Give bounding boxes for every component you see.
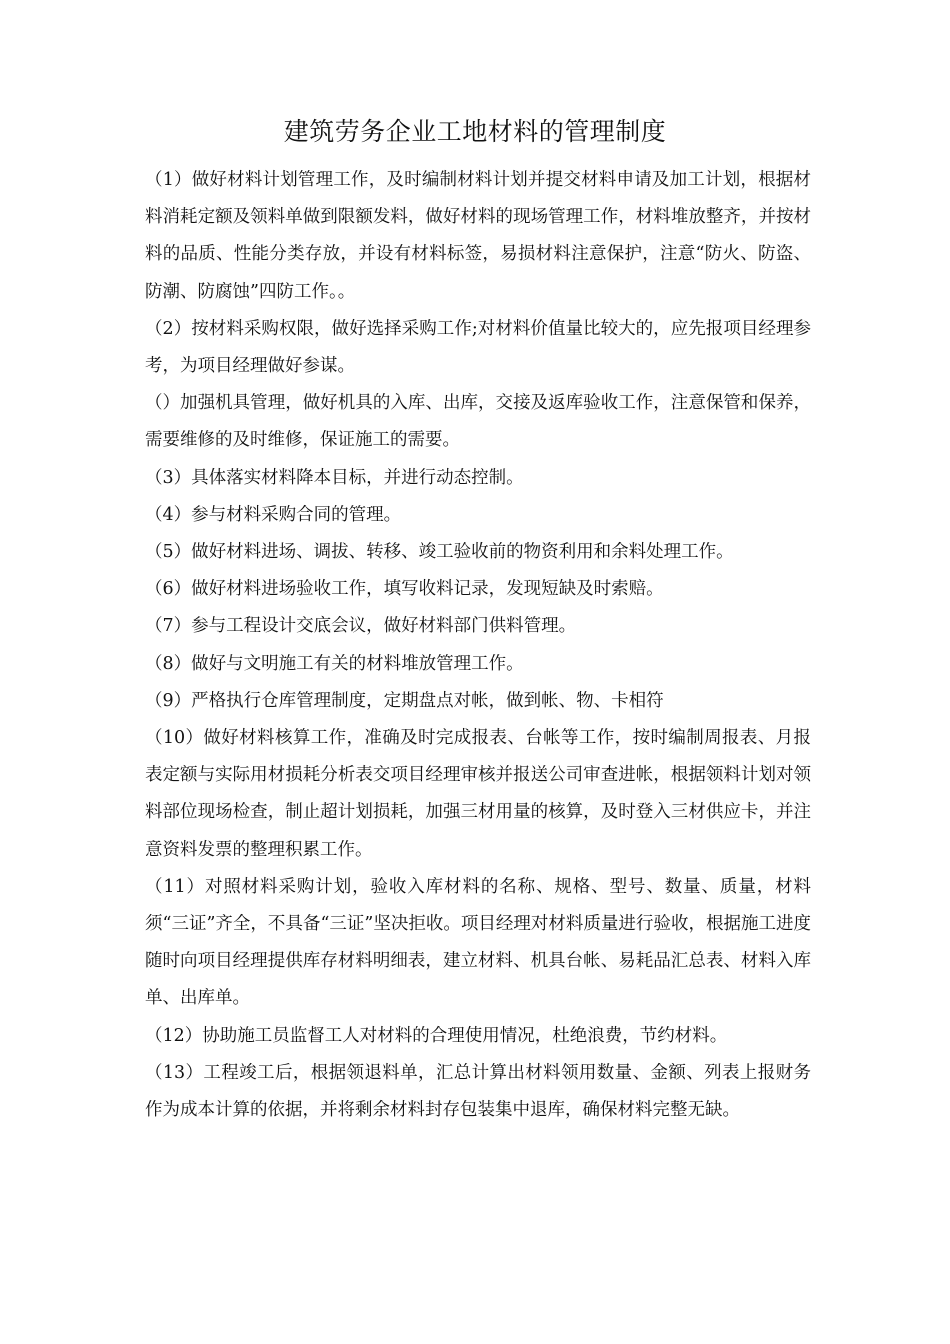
- document-title: 建筑劳务企业工地材料的管理制度: [283, 117, 667, 146]
- paragraph-5: （5）做好材料进场、调拔、转移、竣工验收前的物资利用和余料处理工作。: [145, 542, 734, 563]
- paragraph-6: （6）做好材料进场验收工作，填写收料记录，发现短缺及时索赔。: [145, 579, 664, 600]
- paragraph-13: （13）工程竣工后，根据领退料单，汇总计算出材料领用数量、金额、列表上报财务作为成本计算的依据，并将剩余材料封存包装集中退库，确保材料完整无缺。: [145, 1062, 811, 1121]
- paragraph-3: （3）具体落实材料降本目标，并进行动态控制。: [145, 467, 524, 488]
- paragraph-12: （12）协助施工员监督工人对材料的合理使用情况，杜绝浪费，节约材料。: [145, 1025, 728, 1046]
- paragraph-2: （2）按材料采购权限，做好选择采购工作;对材料价值量比较大的，应先报项目经理参考，为项目经理做好参谋。: [145, 318, 811, 377]
- paragraph-tools: （）加强机具管理，做好机具的入库、出库，交接及返库验收工作，注意保管和保养，需要维修的及时维修，保证施工的需要。: [145, 393, 811, 451]
- paragraph-9: （9）严格执行仓库管理制度，定期盘点对帐，做到帐、物、卡相符: [145, 690, 664, 711]
- paragraph-7: （7）参与工程设计交底会议，做好材料部门供料管理。: [145, 616, 577, 637]
- paragraph-4: （4）参与材料采购合同的管理。: [145, 504, 402, 525]
- document-body: [145, 162, 811, 1129]
- paragraph-10: （10）做好材料核算工作，准确及时完成报表、台帐等工作，按时编制周报表、月报表定额与实际用材损耗分析表交项目经理审核并报送公司审查进帐，根据领料计划对领料部位现场检查，制止超计划损耗，加强三材用量的核算，及时登入三材供应卡，并注意资料发票的整理积累工作。: [145, 728, 811, 860]
- paragraph-1: （1）做好材料计划管理工作，及时编制材料计划并提交材料申请及加工计划，根据材料消耗定额及领料单做到限额发料，做好材料的现场管理工作，材料堆放整齐，并按材料的品质、性能分类存放，并设有材料标签，易损材料注意保护，注意“防火、防盗、防潮、防腐蚀”四防工作。。: [145, 170, 811, 302]
- paragraph-8: （8）做好与文明施工有关的材料堆放管理工作。: [145, 653, 524, 674]
- paragraph-11: （11）对照材料采购计划，验收入库材料的名称、规格、型号、数量、质量，材料须“三证”齐全，不具备“三证”坚决拒收。项目经理对材料质量进行验收，根据施工进度随时向项目经理提供库存材料明细表，建立材料、机具台帐、易耗品汇总表、材料入库单、出库单。: [145, 876, 811, 1009]
